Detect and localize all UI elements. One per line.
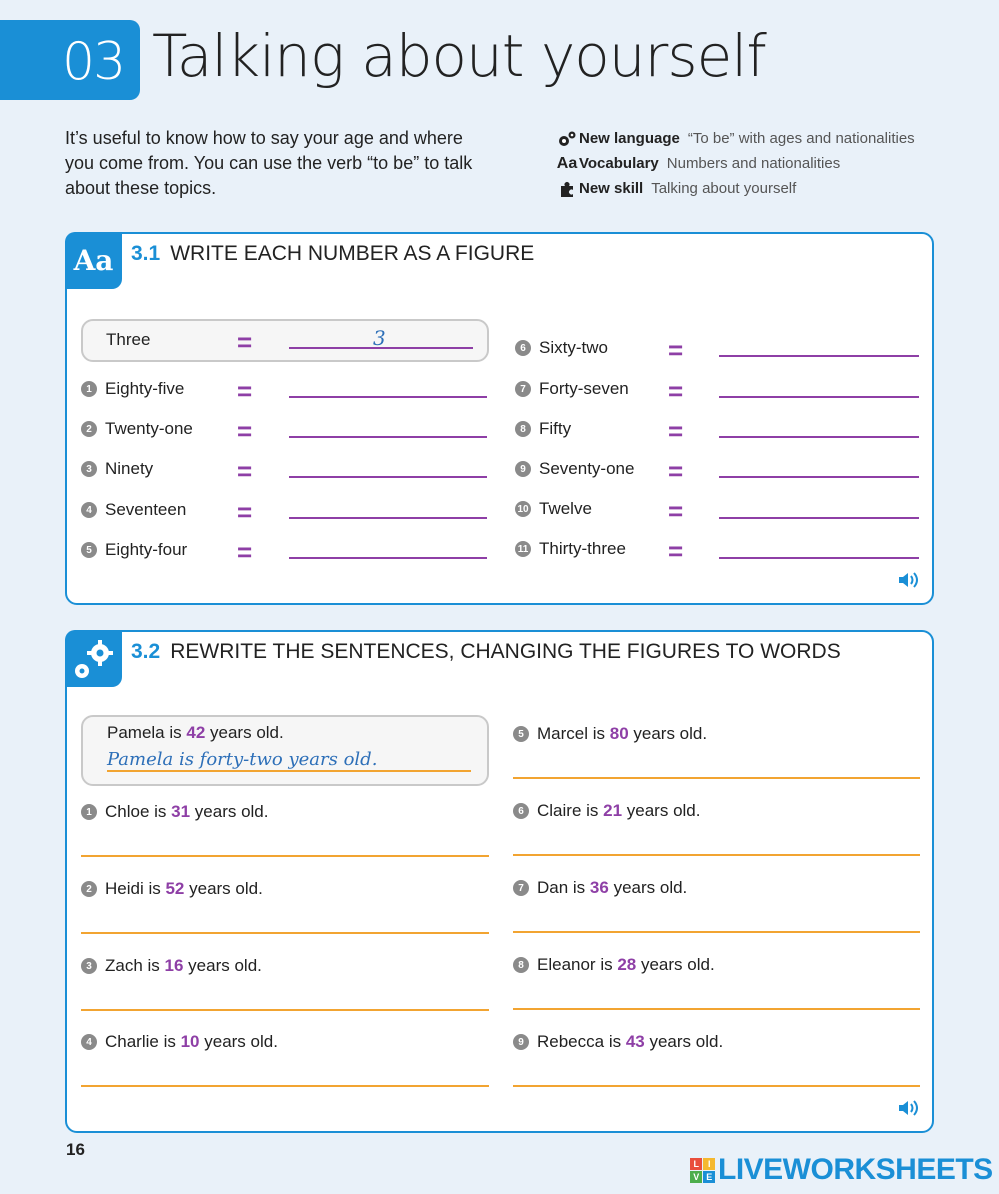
sentence-text: Charlie is [105, 1032, 181, 1051]
meta-value: Numbers and nationalities [666, 155, 841, 172]
answer-input-line[interactable] [513, 854, 920, 856]
answer-input-line[interactable] [289, 396, 487, 398]
item-word: Ninety [105, 459, 154, 478]
list-item [81, 379, 184, 399]
equals-sign: = [237, 497, 253, 527]
list-item [515, 539, 626, 559]
liveworksheets-logo-icon [690, 1158, 715, 1183]
vocabulary-icon: Aa [556, 155, 578, 172]
answer-input-line[interactable] [513, 1008, 920, 1010]
exercise-title [131, 640, 841, 664]
lesson-meta [555, 126, 915, 201]
sentence-age: 42 [186, 723, 206, 742]
answer-input-line[interactable] [513, 931, 920, 933]
item-number: 8 [513, 957, 529, 973]
item-word: Eighty-four [105, 540, 188, 559]
answer-input-line[interactable] [81, 1085, 489, 1087]
page-title: Talking about yourself [152, 22, 766, 90]
list-item [513, 801, 700, 821]
equals-sign: = [237, 376, 253, 406]
sentence-text: years old. [183, 956, 262, 975]
vocabulary-badge-icon: Aa [65, 232, 122, 289]
answer-input-line[interactable] [289, 517, 487, 519]
sentence-text: Heidi is [105, 879, 166, 898]
equals-sign: = [668, 456, 684, 486]
liveworksheets-logo[interactable] [690, 1153, 993, 1187]
exercise-3-2-panel [65, 630, 934, 1133]
sentence-text: Dan is [537, 878, 590, 897]
meta-value: Talking about yourself [651, 180, 797, 197]
item-number: 6 [513, 803, 529, 819]
sentence-text: years old. [628, 724, 708, 743]
sentence-text: Zach is [105, 956, 165, 975]
sentence-text: years old. [205, 723, 284, 742]
item-word: Forty-seven [539, 379, 629, 398]
equals-sign: = [237, 416, 253, 446]
logo-letter: L [690, 1158, 702, 1170]
page-number: 16 [66, 1140, 85, 1159]
sentence-text: years old. [190, 802, 269, 821]
meta-label: New skill [579, 180, 644, 197]
brand-name: LIVEWORKSHEETS [718, 1153, 993, 1186]
sentence-text: Claire is [537, 801, 604, 820]
item-number: 4 [81, 1034, 97, 1050]
sentence-age: 52 [165, 879, 185, 898]
exercise-3-1-panel [65, 232, 934, 605]
item-number: 5 [513, 726, 529, 742]
item-number: 8 [515, 421, 531, 437]
sentence-age: 16 [164, 956, 184, 975]
example-word-text: Three [106, 330, 151, 349]
sentence-age: 36 [589, 878, 609, 897]
item-word: Fifty [539, 419, 572, 438]
list-item [513, 724, 707, 744]
item-word: Seventeen [105, 500, 187, 519]
sentence-age: 10 [180, 1032, 200, 1051]
list-item [515, 338, 608, 358]
exercise-title-text: WRITE EACH NUMBER AS A FIGURE [170, 242, 535, 265]
sentence-text: years old. [622, 801, 701, 820]
item-word: Seventy-one [539, 459, 635, 478]
list-item [81, 1032, 278, 1052]
list-item [513, 1032, 723, 1052]
list-item [81, 540, 187, 560]
list-item [515, 379, 629, 399]
audio-speaker-icon[interactable] [897, 570, 919, 590]
item-number: 3 [81, 461, 97, 477]
item-word: Thirty-three [539, 539, 626, 558]
answer-input-line[interactable] [81, 1009, 489, 1011]
answer-input-line[interactable] [719, 517, 919, 519]
unit-number-chip [0, 20, 140, 100]
list-item [513, 955, 715, 975]
example-word [106, 330, 150, 350]
meta-label: Vocabulary [579, 155, 659, 172]
gears-badge-icon [65, 630, 122, 687]
list-item [81, 956, 262, 976]
answer-input-line[interactable] [81, 932, 489, 934]
equals-sign: = [237, 327, 253, 357]
answer-input-line[interactable] [289, 436, 487, 438]
sentence-text: years old. [636, 955, 715, 974]
answer-input-line[interactable] [719, 557, 919, 559]
item-number: 1 [81, 804, 97, 820]
item-word: Eighty-five [105, 379, 185, 398]
sentence-age: 43 [625, 1032, 645, 1051]
item-number: 9 [513, 1034, 529, 1050]
exercise-number: 3.2 [131, 640, 161, 663]
sentence-text: Chloe is [105, 802, 172, 821]
answer-line [107, 770, 471, 772]
item-number: 7 [515, 381, 531, 397]
logo-letter: I [703, 1158, 715, 1170]
equals-sign: = [668, 335, 684, 365]
exercise-number: 3.1 [131, 242, 161, 265]
meta-label: New language [579, 130, 680, 147]
exercise-title [131, 242, 534, 266]
equals-sign: = [237, 537, 253, 567]
item-word: Sixty-two [539, 338, 608, 357]
item-number: 4 [81, 502, 97, 518]
sentence-text: Marcel is [537, 724, 610, 743]
sentence-age: 80 [609, 724, 629, 743]
answer-input-line[interactable] [289, 557, 487, 559]
equals-sign: = [668, 376, 684, 406]
item-word: Twelve [539, 499, 592, 518]
sentence-age: 21 [603, 801, 623, 820]
exercise-title-text: REWRITE THE SENTENCES, CHANGING THE FIGURES TO WORDS [170, 640, 841, 663]
equals-sign: = [668, 536, 684, 566]
list-item [81, 419, 193, 439]
sentence-age: 28 [617, 955, 637, 974]
audio-speaker-icon[interactable] [897, 1098, 919, 1118]
answer-input-line[interactable] [81, 855, 489, 857]
item-number: 6 [515, 340, 531, 356]
answer-input-line[interactable] [719, 476, 919, 478]
example-answer: Pamela is forty-two years old. [107, 749, 378, 770]
list-item [515, 419, 571, 439]
answer-input-line[interactable] [719, 396, 919, 398]
list-item [81, 500, 186, 520]
item-number: 2 [81, 881, 97, 897]
sentence-text: Pamela is [107, 723, 187, 742]
answer-input-line[interactable] [513, 1085, 920, 1087]
sentence-text: Eleanor is [537, 955, 618, 974]
answer-input-line[interactable] [719, 355, 919, 357]
item-number: 1 [81, 381, 97, 397]
logo-letter: E [703, 1171, 715, 1183]
item-number: 10 [515, 501, 531, 517]
item-number: 7 [513, 880, 529, 896]
gears-icon [555, 129, 579, 149]
intro-text: It’s useful to know how to say your age and where you come from. You can use the verb “to be” to talk about these topics. [65, 128, 473, 198]
list-item [515, 499, 592, 519]
unit-number: 03 [62, 32, 125, 92]
list-item [81, 459, 153, 479]
sentence-text: years old. [184, 879, 263, 898]
list-item [81, 802, 269, 822]
item-word: Twenty-one [105, 419, 193, 438]
logo-letter: V [690, 1171, 702, 1183]
answer-input-line[interactable] [719, 436, 919, 438]
sentence-text: Rebecca is [537, 1032, 626, 1051]
answer-input-line[interactable] [289, 476, 487, 478]
sentence-text: years old. [644, 1032, 724, 1051]
example-sentence [107, 723, 284, 743]
list-item [513, 878, 687, 898]
item-number: 9 [515, 461, 531, 477]
equals-sign: = [668, 496, 684, 526]
item-number: 2 [81, 421, 97, 437]
puzzle-icon [555, 179, 579, 199]
item-number: 3 [81, 958, 97, 974]
meta-vocabulary [555, 151, 915, 176]
list-item [515, 459, 634, 479]
equals-sign: = [668, 416, 684, 446]
example-answer: 3 [373, 326, 386, 350]
meta-new-skill [555, 176, 915, 201]
item-number: 5 [81, 542, 97, 558]
meta-new-language [555, 126, 915, 151]
list-item [81, 879, 263, 899]
sentence-age: 31 [171, 802, 191, 821]
sentence-text: years old. [608, 878, 688, 897]
equals-sign: = [237, 456, 253, 486]
sentence-text: years old. [199, 1032, 278, 1051]
answer-input-line[interactable] [513, 777, 920, 779]
meta-value: “To be” with ages and nationalities [687, 130, 915, 147]
item-number: 11 [515, 541, 531, 557]
